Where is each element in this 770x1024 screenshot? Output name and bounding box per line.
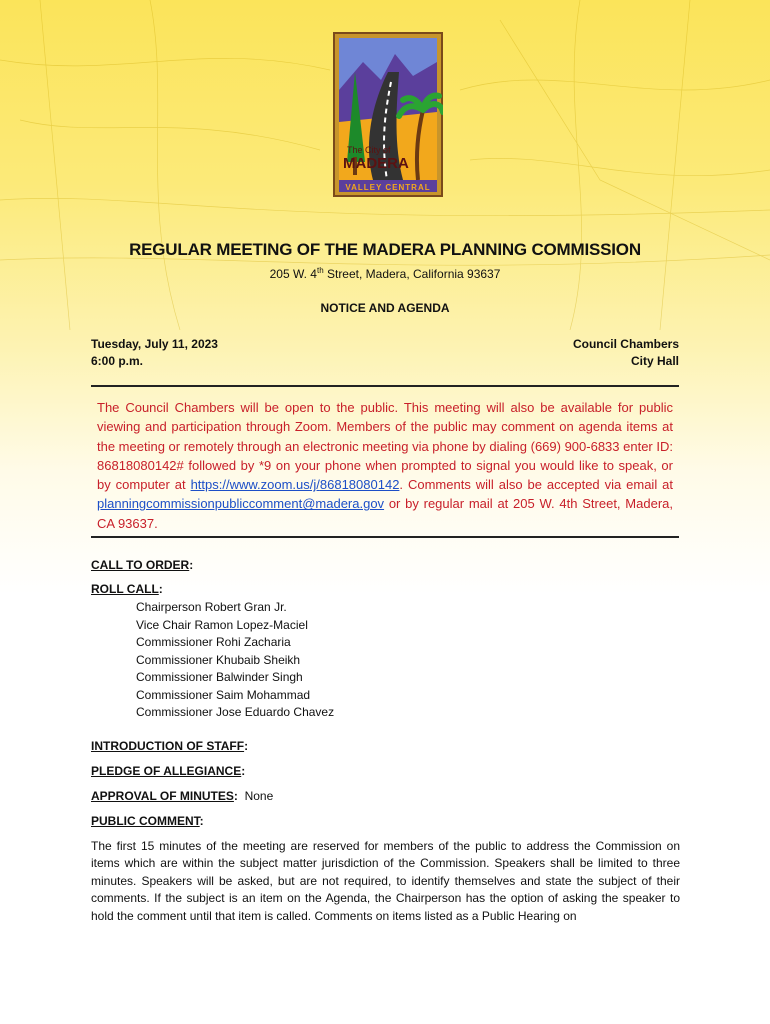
logo-line3: VALLEY CENTRAL [345,183,431,192]
public-comment-heading: PUBLIC COMMENT: [91,814,204,828]
public-access-notice: The Council Chambers will be open to the public. This meeting will also be available for public viewing and participation through Zoom. Members of the public may comment on agenda items at the meeting or remotely through an electronic meeting via phone by dialing (669) 900-6833 enter ID: 86818080142# followed by *9 on your phone when prompted to signal you would like to speak, or by computer at https://www.zoom.us/j/86818080142. Comments will also be accepted via email at planningcommissionpubliccomment@madera.gov or by regular mail at 205 W. 4th Street, Madera, CA 93637. [97,400,673,531]
meeting-datetime [91,336,218,370]
list-item: Commissioner Balwinder Singh [136,670,303,684]
public-comment-text: The first 15 minutes of the meeting are reserved for members of the public to address the Commission on items which are within the subject matter jurisdiction of the Commission. Speakers shall be limited to three minutes. Speakers will be asked, but are not required, to identify themselves and state the subject of their comments. If the subject is an item on the Agenda, the Chairperson has the option of asking the speaker to hold the comment until that item is called. Comments on items listed as a Public Hearing on [91,839,680,923]
list-item: Commissioner Saim Mohammad [136,687,311,702]
pledge-heading: PLEDGE OF ALLEGIANCE: [91,764,246,778]
divider-top [91,385,679,387]
list-item: Vice Chair Ramon Lopez-Maciel [136,617,308,632]
notice-heading: NOTICE AND AGENDA [320,301,450,315]
meeting-time: 6:00 p.m. [91,354,144,368]
approval-of-minutes-heading: APPROVAL OF MINUTES: None [91,789,274,803]
location-building: City Hall [630,354,679,368]
divider-bottom [91,536,679,538]
email-link[interactable]: planningcommissionpubliccomment@madera.gov [97,496,385,512]
list-item: Commissioner Jose Eduardo Chavez [136,705,335,719]
zoom-link[interactable]: https://www.zoom.us/j/86818080142 [190,477,400,493]
list-item: Commissioner Rohi Zacharia [136,635,291,649]
logo-line1: The City of [347,145,391,155]
page-title: REGULAR MEETING OF THE MADERA PLANNING COMMISSION [129,240,641,259]
meeting-date: Tuesday, July 11, 2023 [91,337,218,351]
introduction-of-staff-heading: INTRODUCTION OF STAFF: [91,739,249,753]
city-of-madera-logo [333,32,443,197]
meeting-location [573,336,679,370]
list-item: Commissioner Khubaib Sheikh [136,652,301,667]
logo-line2: MADERA [343,155,409,172]
call-to-order-heading: CALL TO ORDER: [91,558,194,572]
location-room: Council Chambers [572,337,679,351]
roll-call-list [136,599,334,722]
approval-value: None [244,789,274,803]
roll-call-heading: ROLL CALL: [91,582,163,596]
list-item: Chairperson Robert Gran Jr. [136,600,287,614]
meeting-address: 205 W. 4th Street, Madera, California 93637 [269,266,501,281]
